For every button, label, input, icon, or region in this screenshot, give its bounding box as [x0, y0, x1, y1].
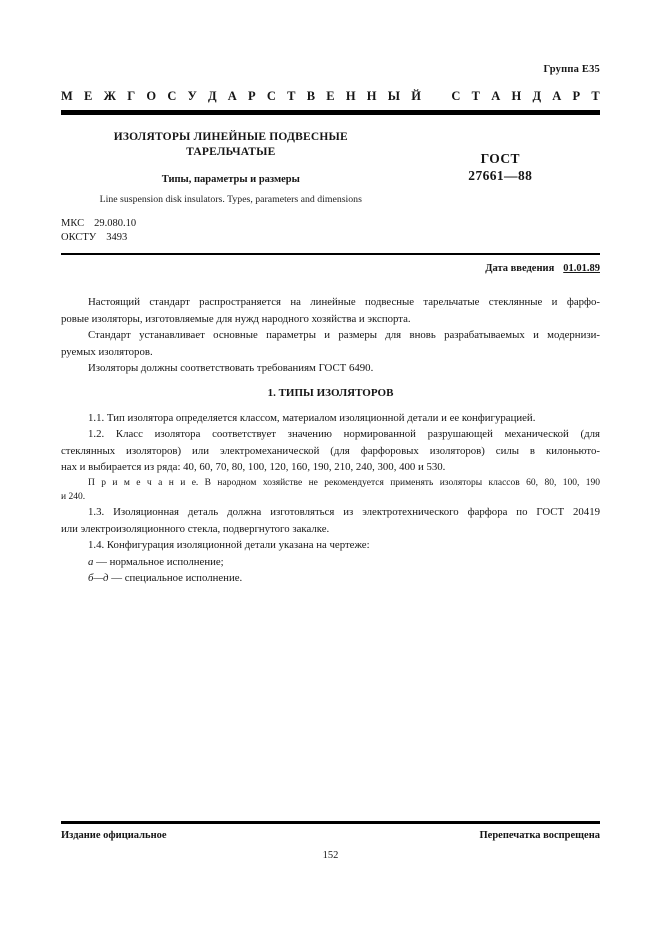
okstu-label: ОКСТУ	[61, 231, 97, 243]
text-line: 1.4. Конфигурация изоляционной детали указана на чертеже:	[88, 539, 370, 552]
title-left-column	[61, 130, 401, 205]
paragraph	[61, 410, 600, 427]
page-footer	[61, 821, 600, 861]
section-heading: 1. ТИПЫ ИЗОЛЯТОРОВ	[267, 386, 394, 399]
note-paragraph	[61, 476, 600, 504]
document-body	[61, 294, 600, 587]
page-number: 152	[322, 849, 339, 861]
okstu-line	[61, 231, 600, 245]
text-line: стеклянных изоляторов) или электромеханической (для фарфоровых изоляторов) силы в килоньюто-	[61, 444, 600, 457]
intro-paragraphs	[61, 294, 600, 377]
title-block	[61, 130, 600, 205]
doc-subtitle: Типы, параметры и размеры	[161, 174, 300, 185]
group-label: Группа Е35	[543, 64, 600, 75]
definition-term: а	[88, 555, 94, 568]
paragraph	[61, 504, 600, 537]
text-line: или электроизоляционного стекла, подвергнутого закалке.	[61, 522, 330, 535]
text-line: ровые изоляторы, изготовляемые для нужд народного хозяйства и экспорта.	[61, 312, 411, 325]
doc-title-line2: ТАРЕЛЬЧАТЫЕ	[186, 146, 276, 158]
text-line: Настоящий стандарт распространяется на линейные подвесные тарельчатые стеклянные и фарфо-	[88, 296, 600, 308]
text-line: руемых изоляторов.	[61, 345, 153, 358]
definition-term: б—д	[88, 572, 109, 585]
mks-label: МКС	[61, 218, 85, 229]
doc-title-line1: ИЗОЛЯТОРЫ ЛИНЕЙНЫЕ ПОДВЕСНЫЕ	[113, 131, 348, 143]
introduction-date-label: Дата введения	[485, 263, 555, 274]
text-line: 1.2. Класс изолятора соответствует значению нормированной разрушающей механической (для	[88, 428, 600, 441]
paragraph	[61, 360, 600, 377]
text-line: Изоляторы должны соответствовать требованиям ГОСТ 6490.	[88, 362, 374, 375]
footer-reprint-label: Перепечатка воспрещена	[479, 829, 600, 841]
thin-divider	[61, 253, 600, 255]
footer-edition-label: Издание официальное	[61, 829, 167, 841]
footer-row	[61, 830, 600, 841]
definition-line: а — нормальное исполнение;	[88, 555, 224, 568]
definition-line: б—д — специальное исполнение.	[88, 572, 243, 585]
mks-line	[61, 217, 600, 231]
doc-subtitle-english: Line suspension disk insulators. Types, parameters and dimensions	[99, 194, 362, 205]
standard-type-header: М Е Ж Г О С У Д А Р С Т В Е Н Н Ы Й С Т А Н Д А Р Т	[61, 89, 600, 103]
okstu-value: 3493	[106, 231, 128, 243]
text-line: П р и м е ч а н и е. В народном хозяйстве не рекомендуется применять изоляторы классов 60, 80, 100, 190	[88, 477, 600, 488]
gost-number: 27661—88	[468, 168, 533, 183]
gost-code-block	[401, 130, 600, 205]
text-line: Стандарт устанавливает основные параметры и размеры для вновь разрабатываемых и модернизи-	[88, 329, 600, 342]
thick-divider	[61, 110, 600, 115]
paragraph	[61, 294, 600, 327]
section-paragraphs	[61, 410, 600, 587]
gost-label: ГОСТ	[480, 151, 520, 166]
footer-divider	[61, 821, 600, 824]
paragraph	[61, 327, 600, 360]
paragraph	[61, 537, 600, 554]
paragraph	[61, 426, 600, 476]
text-line: и 240.	[61, 491, 86, 502]
text-line: 1.1. Тип изолятора определяется классом, материалом изоляционной детали и ее конфигурацией.	[88, 411, 536, 424]
mks-value: 29.080.10	[94, 218, 137, 229]
introduction-date	[61, 263, 600, 274]
text-line: 1.3. Изоляционная деталь должна изготовляться из электротехнического фарфора по ГОСТ 20419	[88, 505, 600, 518]
introduction-date-value: 01.01.89	[563, 263, 600, 274]
text-line: нах и выбирается из ряда: 40, 60, 70, 80, 100, 120, 160, 190, 210, 240, 300, 400 и 530.	[61, 461, 446, 474]
classification-codes	[61, 217, 600, 244]
